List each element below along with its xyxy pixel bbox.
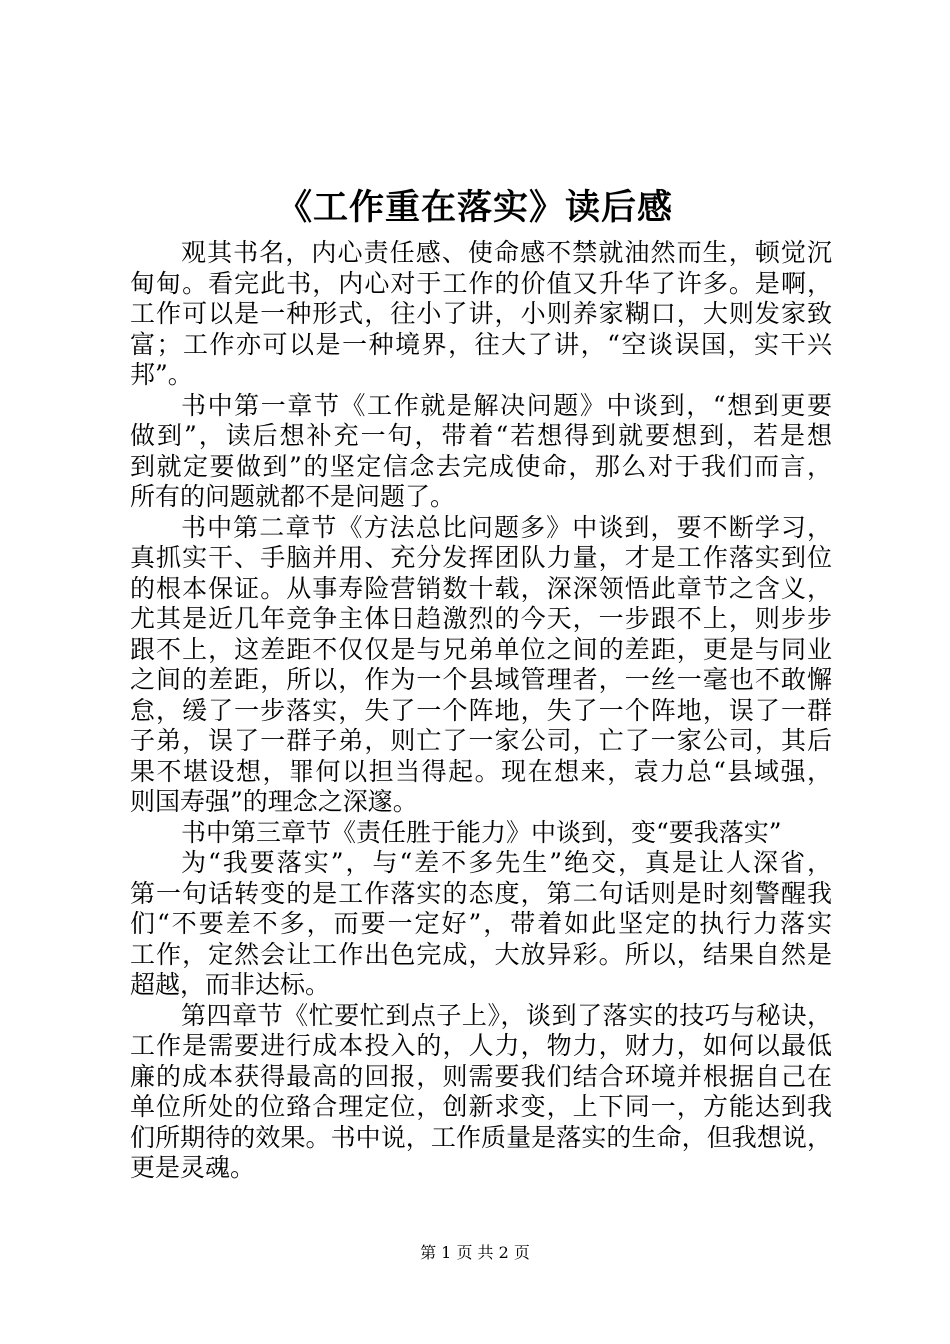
text-line: 工作可以是一种形式，往小了讲，小则养家糊口，大则发家致 [130, 299, 832, 328]
text-line: 所有的问题就都不是问题了。 [130, 482, 456, 511]
text-line: 真抓实干、手脑并用、充分发挥团队力量，才是工作落实到位 [130, 543, 832, 572]
text-line: 们“不要差不多，而要一定好”，带着如此坚定的执行力落实 [130, 909, 832, 938]
text-line: 果不堪设想，罪何以担当得起。现在想来，袁力总“县域强， [130, 756, 832, 786]
document-title: 《工作重在落实》读后感 [276, 187, 673, 228]
text-line: 子弟，误了一群子弟，则亡了一家公司，亡了一家公司，其后 [130, 726, 832, 755]
text-line: 廉的成本获得最高的回报，则需要我们结合环境并根据自己在 [130, 1061, 832, 1091]
text-line: 超越，而非达标。 [130, 970, 331, 999]
text-line: 们所期待的效果。书中说，工作质量是落实的生命，但我想说， [130, 1122, 832, 1152]
text-line: 第一句话转变的是工作落实的态度，第二句话则是时刻警醒我 [130, 878, 832, 908]
document-body [130, 238, 832, 1184]
text-line: 邦”。 [130, 360, 193, 389]
text-line: 工作是需要进行成本投入的，人力，物力，财力，如何以最低 [130, 1031, 832, 1060]
text-line: 到就定要做到”的坚定信念去完成使命，那么对于我们而言， [130, 451, 832, 481]
text-line: 书中第三章节《责任胜于能力》中谈到，变“要我落实” [181, 817, 782, 847]
text-line: 为“我要落实”，与“差不多先生”绝交，真是让人深省， [181, 848, 832, 877]
text-line: 书中第一章节《工作就是解决问题》中谈到，“想到更要 [181, 390, 832, 420]
text-line: 则国寿强”的理念之深邃。 [130, 787, 418, 816]
text-line: 第四章节《忙要忙到点子上》，谈到了落实的技巧与秘诀， [181, 1000, 832, 1030]
text-line: 更是灵魂。 [130, 1153, 256, 1182]
text-line: 书中第二章节《方法总比问题多》中谈到，要不断学习， [181, 512, 832, 542]
text-line: 怠，缓了一步落实，失了一个阵地，失了一个阵地，误了一群 [130, 695, 832, 725]
text-line: 之间的差距，所以，作为一个县域管理者，一丝一毫也不敢懈 [130, 665, 832, 694]
text-line: 甸甸。看完此书，内心对于工作的价值又升华了许多。是啊， [130, 268, 832, 298]
text-line: 工作，定然会让工作出色完成，大放异彩。所以，结果自然是 [130, 939, 832, 969]
text-line: 单位所处的位臵合理定位，创新求变，上下同一，方能达到我 [130, 1092, 832, 1121]
text-line: 的根本保证。从事寿险营销数十载，深深领悟此章节之含义， [130, 573, 832, 603]
text-line: 跟不上，这差距不仅仅是与兄弟单位之间的差距，更是与同业 [130, 634, 832, 664]
text-line: 尤其是近几年竞争主体日趋激烈的今天，一步跟不上，则步步 [130, 604, 832, 633]
page-footer: 第 1 页 共 2 页 [420, 1243, 530, 1262]
text-line: 富；工作亦可以是一种境界，往大了讲，“空谈误国，实干兴 [130, 329, 832, 359]
text-line: 做到”，读后想补充一句，带着“若想得到就要想到，若是想 [130, 421, 832, 450]
text-line: 观其书名，内心责任感、使命感不禁就油然而生，顿觉沉 [181, 238, 832, 267]
